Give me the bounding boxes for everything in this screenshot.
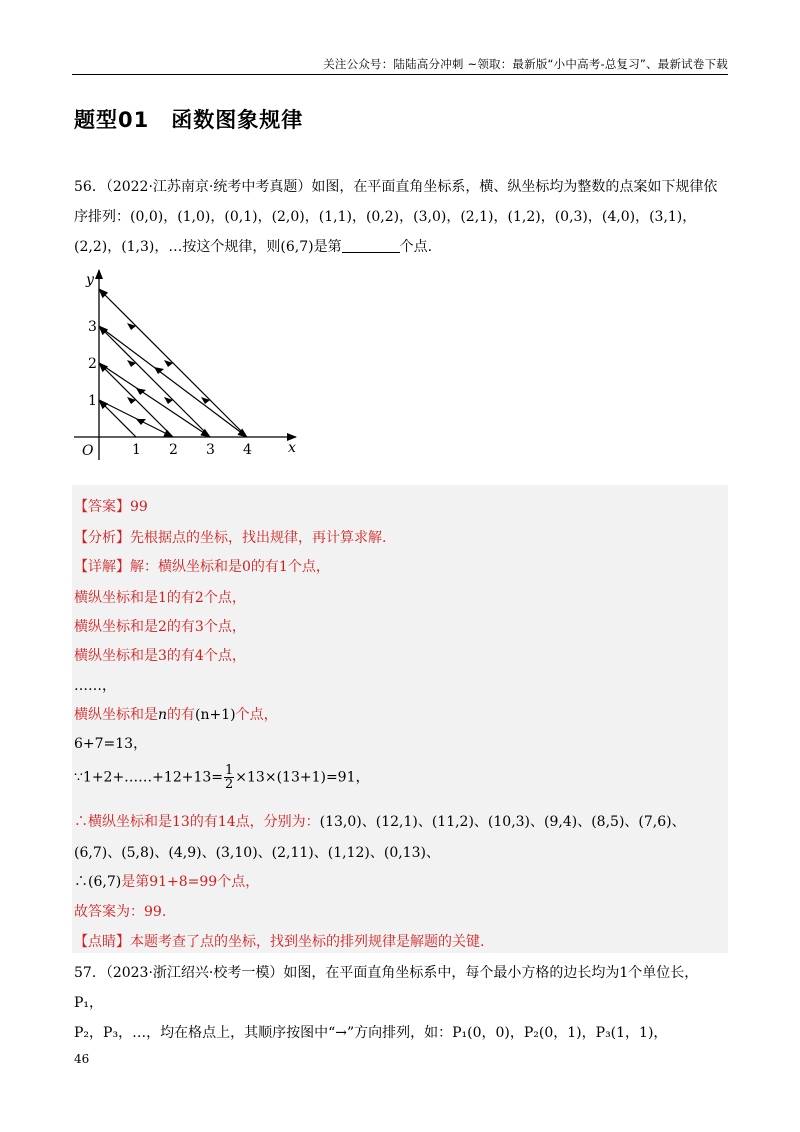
arrow-3-0-to-0-3 xyxy=(99,326,210,437)
header-rule xyxy=(72,74,728,75)
answer-line: 【答案】99 xyxy=(74,499,148,515)
fraction-half: $\frac{1}{2}$ xyxy=(225,763,234,792)
detail-line-6: 横纵坐标和是n的有(n+1)个点， xyxy=(74,707,278,723)
detail-line-9: ∴横纵坐标和是13的有14点，分别为：(13,0)、(12,1)、(11,2)、(10,3)、(9,4)、(8,5)、(7,6)、 xyxy=(74,814,686,830)
q56-line-3 xyxy=(74,232,726,262)
y-tick-1: 1 xyxy=(88,393,97,409)
q57-line-1: 57．（2023·浙江绍兴·校考一模）如图，在平面直角坐标系中，每个最小方格的边长均为1个单位长，P₁， xyxy=(74,965,699,1011)
detail-line-12: 故答案为：99. xyxy=(74,904,167,920)
answer-blank xyxy=(342,238,400,253)
detail-line-10: (6,7)、(5,8)、(4,9)、(3,10)、(2,11)、(1,12)、(0,13)、 xyxy=(74,845,440,861)
analysis-line: 【分析】先根据点的坐标，找出规律，再计算求解. xyxy=(74,530,387,546)
y-axis-label: y xyxy=(86,272,94,288)
q56-line-3a: (2,2)，(1,3)，…按这个规律，则(6,7)是第 xyxy=(74,239,342,255)
detail-line-3: 横纵坐标和是2的有3个点， xyxy=(74,619,246,635)
y-tick-2: 2 xyxy=(88,356,97,372)
arrow-0-3-to-4-0 xyxy=(99,326,247,437)
arrow-0-2-to-3-0 xyxy=(99,363,210,437)
y-tick-3: 3 xyxy=(88,319,97,335)
detail-line-11: ∴(6,7)是第91+8=99个点， xyxy=(74,874,260,890)
section-title xyxy=(74,104,303,134)
q56-line-1: 56．（2022·江苏南京·统考中考真题）如图，在平面直角坐标系，横、纵坐标均为整数的点案如下规律依 xyxy=(74,179,718,195)
comment-line: 【点睛】本题考查了点的坐标，找到坐标的排列规律是解题的关键. xyxy=(74,934,485,950)
detail-line-1: 【详解】解：横纵坐标和是0的有1个点， xyxy=(74,559,330,575)
x-axis-label: x xyxy=(288,440,296,456)
detail-line-2: 横纵坐标和是1的有2个点， xyxy=(74,590,246,606)
section-label: 题型01 xyxy=(74,108,150,132)
detail-line-4: 横纵坐标和是3的有4个点， xyxy=(74,648,246,664)
x-tick-3: 3 xyxy=(206,442,215,458)
detail-line-5: ……， xyxy=(74,678,116,694)
origin-label: O xyxy=(82,443,94,459)
mid-arrowhead xyxy=(136,419,146,425)
question-56 xyxy=(74,172,726,262)
question-57 xyxy=(74,958,726,1048)
x-tick-4: 4 xyxy=(243,442,252,458)
x-tick-1: 1 xyxy=(132,442,141,458)
section-heading: 函数图象规律 xyxy=(171,108,304,132)
q57-line-2: P₂，P₃，…，均在格点上，其顺序按图中“→”方向排列，如：P₁(0，0)，P₂(0，1)，P₃(1，1)， xyxy=(74,1025,668,1041)
page-header: 关注公众号：陆陆高分冲刺 ~领取：最新版“小中高考-总复习”、最新试卷下载 xyxy=(323,57,728,71)
detail-line-7: 6+7=13， xyxy=(74,736,148,752)
page-number: 46 xyxy=(74,1052,90,1066)
q56-line-3b: 个点. xyxy=(399,239,433,255)
q56-line-2: 序排列：(0,0)，(1,0)，(0,1)，(2,0)，(1,1)，(0,2)，(3,0)，(2,1)，(1,2)，(0,3)，(4,0)，(3,1)， xyxy=(74,209,697,225)
detail-line-8: ∵1+2+……+12+13= $\frac{1}{2}$ ×13×(13+1)=91， xyxy=(74,763,370,792)
lattice-figure xyxy=(74,266,314,462)
x-tick-2: 2 xyxy=(169,442,178,458)
arrow-1-0-to-0-1 xyxy=(99,400,136,437)
